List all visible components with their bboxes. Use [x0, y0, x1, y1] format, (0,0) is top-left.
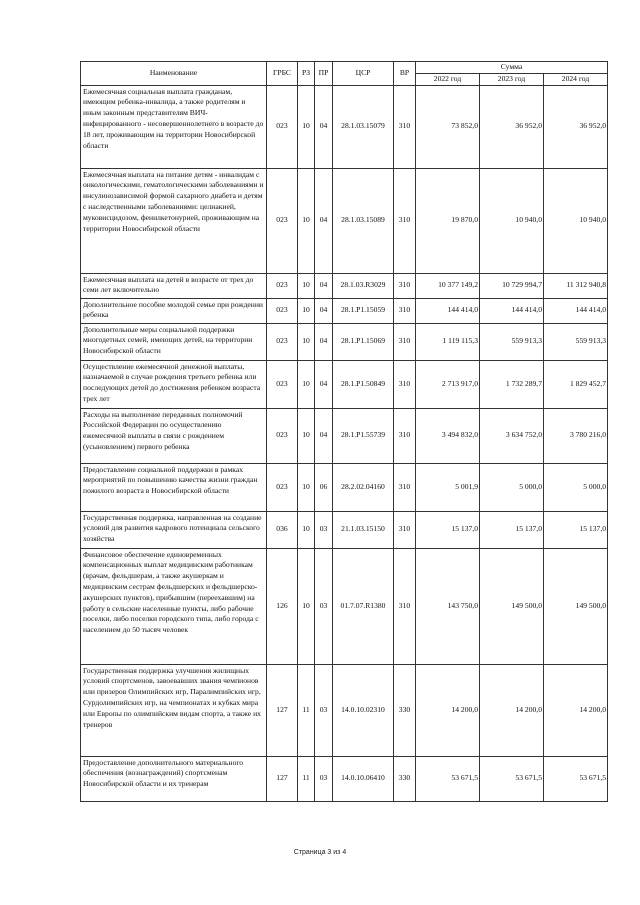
table-row: [81, 664, 608, 756]
row-sum-2022: 1 119 115,3: [416, 323, 480, 360]
row-pr: 04: [315, 360, 333, 408]
header-vr: ВР: [394, 62, 416, 86]
row-grbs: 023: [267, 323, 298, 360]
row-vr: 310: [394, 548, 416, 664]
row-sum-2022: 2 713 917,0: [416, 360, 480, 408]
row-rz: 11: [298, 664, 315, 756]
table-row: [81, 756, 608, 801]
row-grbs: 023: [267, 85, 298, 168]
row-vr: 330: [394, 756, 416, 801]
row-rz: 10: [298, 408, 315, 463]
row-sum-2022: 5 001,9: [416, 463, 480, 511]
row-rz: 10: [298, 360, 315, 408]
row-csr: 28.1.P1.15059: [333, 298, 394, 323]
row-pr: 04: [315, 85, 333, 168]
row-csr: 28.1.P1.50849: [333, 360, 394, 408]
row-sum-2022: 73 852,0: [416, 85, 480, 168]
table-row: [81, 548, 608, 664]
row-sum-2024: 5 000,0: [544, 463, 608, 511]
row-name: Предоставление социальной поддержки в рамках мероприятий по повышению качества жизни граждан пожилого возраста в Новосибирской области: [81, 463, 267, 511]
header-rz: РЗ: [298, 62, 315, 86]
row-name: Ежемесячная выплата на питание детям - инвалидам с онкологическими, гематологическими заболеваниями и инсулинозависимой формой сахарного диабета и детям с наследственными заболеваниями: целиакией, муковисцидозом, фенилкетонурией, проживающим на территории Новосибирской области: [81, 168, 267, 273]
row-pr: 04: [315, 168, 333, 273]
row-csr: 01.7.07.R1380: [333, 548, 394, 664]
row-sum-2023: 14 200,0: [480, 664, 544, 756]
table-row: [81, 273, 608, 298]
row-vr: 310: [394, 168, 416, 273]
row-grbs: 023: [267, 360, 298, 408]
row-csr: 21.1.03.15150: [333, 511, 394, 548]
row-csr: 14.0.10.06410: [333, 756, 394, 801]
row-grbs: 127: [267, 664, 298, 756]
table-row: [81, 323, 608, 360]
header-name: Наименование: [81, 62, 267, 86]
row-sum-2023: 5 000,0: [480, 463, 544, 511]
row-csr: 28.1.P1.15069: [333, 323, 394, 360]
row-rz: 10: [298, 323, 315, 360]
header-sum: Сумма: [416, 62, 608, 74]
header-year-2023: 2023 год: [480, 73, 544, 85]
row-pr: 06: [315, 463, 333, 511]
row-name: Государственная поддержка, направленная на создание условий для развития кадрового потенциала сельского хозяйства: [81, 511, 267, 548]
row-sum-2024: 53 671,5: [544, 756, 608, 801]
row-vr: 310: [394, 408, 416, 463]
row-sum-2022: 143 750,0: [416, 548, 480, 664]
row-name: Предоставление дополнительного материального обеспечения (вознаграждений) спортсменам Новосибирской области и их тренерам: [81, 756, 267, 801]
row-name: Осуществление ежемесячной денежной выплаты, назначаемой в случае рождения третьего ребенка или последующих детей до достижения ребенком возраста трех лет: [81, 360, 267, 408]
row-name: Ежемесячная выплата на детей в возрасте от трех до семи лет включительно: [81, 273, 267, 298]
row-csr: 28.2.02.04160: [333, 463, 394, 511]
row-pr: 03: [315, 548, 333, 664]
row-rz: 10: [298, 298, 315, 323]
row-sum-2023: 144 414,0: [480, 298, 544, 323]
row-sum-2024: 15 137,0: [544, 511, 608, 548]
row-pr: 04: [315, 298, 333, 323]
row-sum-2024: 14 200,0: [544, 664, 608, 756]
row-sum-2023: 53 671,5: [480, 756, 544, 801]
row-grbs: 023: [267, 168, 298, 273]
row-rz: 10: [298, 168, 315, 273]
row-vr: 310: [394, 298, 416, 323]
header-year-2022: 2022 год: [416, 73, 480, 85]
header-grbs: ГРБС: [267, 62, 298, 86]
row-sum-2022: 15 137,0: [416, 511, 480, 548]
row-vr: 310: [394, 85, 416, 168]
row-name: Ежемесячная социальная выплата гражданам, имеющим ребенка-инвалида, а также родителям и иным законным представителям ВИЧ-инфицированного - несовершеннолетнего в возрасте до 18 лет, проживающим на территории Новосибирской области: [81, 85, 267, 168]
row-sum-2024: 149 500,0: [544, 548, 608, 664]
table-row: [81, 168, 608, 273]
row-vr: 310: [394, 273, 416, 298]
row-vr: 310: [394, 511, 416, 548]
table-row: [81, 463, 608, 511]
row-pr: 04: [315, 408, 333, 463]
row-rz: 10: [298, 463, 315, 511]
row-rz: 10: [298, 511, 315, 548]
header-csr: ЦСР: [333, 62, 394, 86]
row-sum-2022: 19 870,0: [416, 168, 480, 273]
row-sum-2023: 10 940,0: [480, 168, 544, 273]
row-name: Дополнительное пособие молодой семье при рождении ребенка: [81, 298, 267, 323]
row-csr: 28.1.03.15079: [333, 85, 394, 168]
row-grbs: 036: [267, 511, 298, 548]
budget-table: [80, 61, 608, 802]
row-csr: 28.1.03.R3029: [333, 273, 394, 298]
row-pr: 03: [315, 756, 333, 801]
row-sum-2022: 144 414,0: [416, 298, 480, 323]
row-grbs: 023: [267, 408, 298, 463]
row-grbs: 023: [267, 273, 298, 298]
row-sum-2024: 11 312 940,8: [544, 273, 608, 298]
table-row: [81, 511, 608, 548]
row-grbs: 023: [267, 463, 298, 511]
row-rz: 10: [298, 85, 315, 168]
row-sum-2023: 3 634 752,0: [480, 408, 544, 463]
row-name: Дополнительные меры социальной поддержки многодетных семей, имеющих детей, на территории Новосибирской области: [81, 323, 267, 360]
row-grbs: 127: [267, 756, 298, 801]
row-sum-2022: 53 671,5: [416, 756, 480, 801]
row-pr: 03: [315, 511, 333, 548]
row-vr: 310: [394, 463, 416, 511]
row-name: Финансовое обеспечение единовременных компенсационных выплат медицинским работникам (врачам, фельдшерам, а также акушеркам и медицинским сестрам фельдшерских и фельдшерско-акушерских пунктов), прибывшим (переехавшим) на работу в сельские населенные пункты, либо рабочие поселки, либо поселки городского типа, либо города с населением до 50 тысяч человек: [81, 548, 267, 664]
row-sum-2024: 559 913,3: [544, 323, 608, 360]
row-rz: 10: [298, 548, 315, 664]
row-sum-2022: 14 200,0: [416, 664, 480, 756]
row-pr: 04: [315, 273, 333, 298]
row-csr: 28.1.P1.55739: [333, 408, 394, 463]
table-row: [81, 298, 608, 323]
row-name: Государственная поддержка улучшения жилищных условий спортсменов, завоевавших звания чемпионов или призеров Олимпийских игр, Паралимпийских игр, Сурдолимпийских игр, на чемпионатах и кубках мира или Европы по олимпийским видам спорта, а также их тренеров: [81, 664, 267, 756]
row-sum-2023: 559 913,3: [480, 323, 544, 360]
table-row: [81, 85, 608, 168]
row-sum-2023: 15 137,0: [480, 511, 544, 548]
row-sum-2024: 144 414,0: [544, 298, 608, 323]
row-rz: 10: [298, 273, 315, 298]
header-year-2024: 2024 год: [544, 73, 608, 85]
row-sum-2023: 36 952,0: [480, 85, 544, 168]
table-row: [81, 408, 608, 463]
row-sum-2024: 1 829 452,7: [544, 360, 608, 408]
row-rz: 11: [298, 756, 315, 801]
row-sum-2022: 10 377 149,2: [416, 273, 480, 298]
row-vr: 330: [394, 664, 416, 756]
row-sum-2024: 10 940,0: [544, 168, 608, 273]
row-vr: 310: [394, 360, 416, 408]
page-number: Страница 3 из 4: [293, 849, 347, 856]
row-sum-2022: 3 494 832,0: [416, 408, 480, 463]
table-header-row: [81, 62, 608, 74]
row-pr: 04: [315, 323, 333, 360]
row-grbs: 126: [267, 548, 298, 664]
row-sum-2023: 149 500,0: [480, 548, 544, 664]
row-vr: 310: [394, 323, 416, 360]
row-sum-2023: 1 732 289,7: [480, 360, 544, 408]
row-csr: 14.0.10.02310: [333, 664, 394, 756]
row-sum-2023: 10 729 994,7: [480, 273, 544, 298]
table-row: [81, 360, 608, 408]
row-sum-2024: 3 780 216,0: [544, 408, 608, 463]
header-pr: ПР: [315, 62, 333, 86]
row-pr: 03: [315, 664, 333, 756]
row-sum-2024: 36 952,0: [544, 85, 608, 168]
row-csr: 28.1.03.15089: [333, 168, 394, 273]
row-grbs: 023: [267, 298, 298, 323]
row-name: Расходы на выполнение переданных полномочий Российской Федерации по осуществлению ежемесячной выплаты в связи с рождением (усыновлением) первого ребенка: [81, 408, 267, 463]
